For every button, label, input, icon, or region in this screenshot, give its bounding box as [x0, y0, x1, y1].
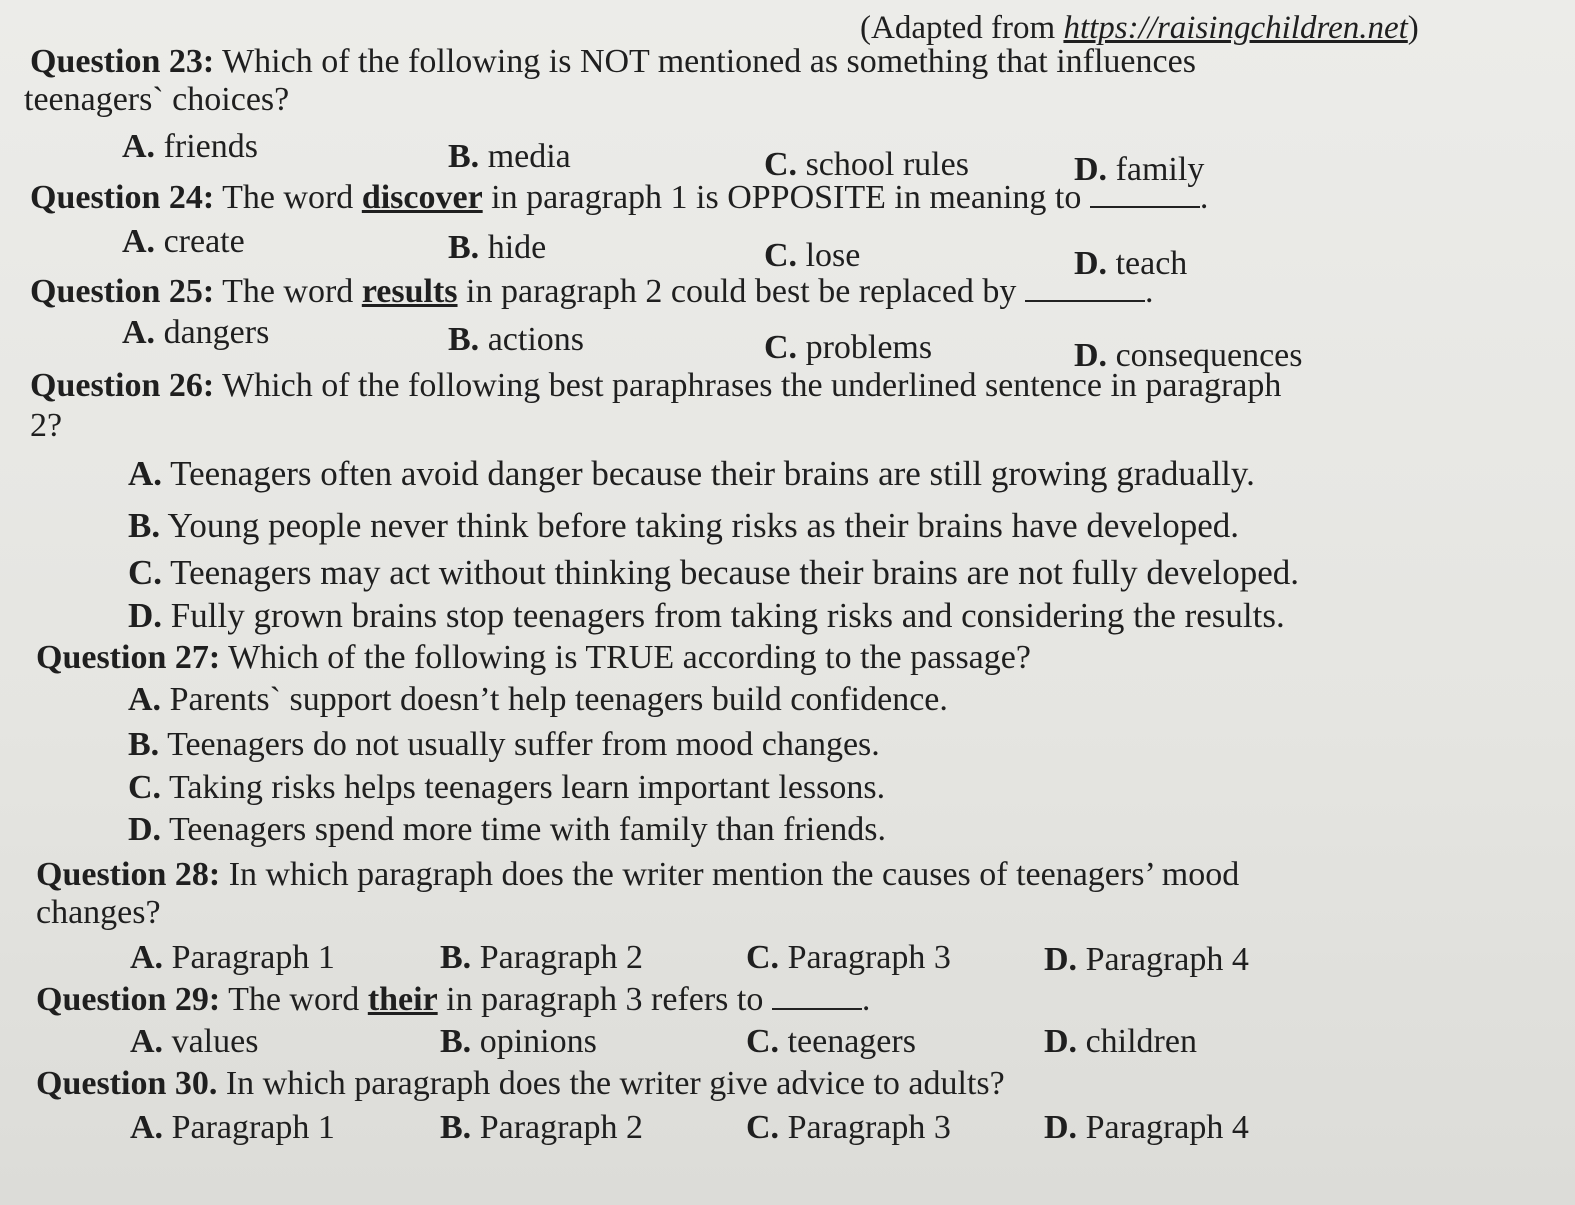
source-suffix: ) — [1407, 10, 1419, 46]
q29-option-a[interactable]: A. values — [130, 1023, 259, 1060]
q29-option-b[interactable]: B. opinions — [440, 1023, 597, 1060]
question-text: Which of the following is NOT mentioned as something that influences — [214, 43, 1196, 80]
q24-option-c[interactable]: C. lose — [764, 237, 861, 274]
q30-option-d[interactable]: D. Paragraph 4 — [1044, 1109, 1249, 1146]
question-28-stem-line2: changes? — [36, 894, 161, 931]
question-23-stem — [30, 42, 1196, 82]
question-text: In which paragraph does the writer give advice to adults? — [217, 1065, 1005, 1102]
answer-blank — [1025, 300, 1145, 302]
q28-option-d[interactable]: D. Paragraph 4 — [1044, 941, 1249, 978]
q28-option-a[interactable]: A. Paragraph 1 — [130, 939, 335, 976]
q29-option-c[interactable]: C. teenagers — [746, 1023, 916, 1060]
answer-blank — [1090, 206, 1200, 208]
question-number: Question 29: — [36, 981, 221, 1018]
q23-option-d[interactable]: D. family — [1074, 151, 1205, 188]
question-number: Question 27: — [36, 639, 221, 676]
question-number: Question 24: — [30, 179, 215, 216]
q27-option-a[interactable]: A. Parents` support doesn’t help teenagers build confidence. — [128, 681, 948, 718]
question-text: Which of the following is TRUE according to the passage? — [220, 639, 1031, 676]
q28-option-c[interactable]: C. Paragraph 3 — [746, 939, 951, 976]
question-number: Question 26: — [30, 367, 215, 404]
q24-option-a[interactable]: A. create — [122, 223, 245, 260]
q23-option-b[interactable]: B. media — [448, 138, 571, 175]
q27-option-d[interactable]: D. Teenagers spend more time with family than friends. — [128, 811, 887, 848]
q25-option-c[interactable]: C. problems — [764, 329, 933, 366]
source-prefix: (Adapted from — [860, 10, 1064, 46]
source-url: https://raisingchildren.net — [1063, 10, 1408, 46]
underlined-word: results — [361, 273, 458, 310]
q30-option-b[interactable]: B. Paragraph 2 — [440, 1109, 644, 1146]
q23-option-a[interactable]: A. friends — [122, 128, 258, 165]
question-29-stem: Question 29: The word their in paragraph 3 refers to . — [36, 981, 871, 1018]
question-text-cont: teenagers` choices? — [24, 81, 290, 118]
q26-option-a[interactable]: A. Teenagers often avoid danger because their brains are still growing gradually. — [128, 454, 1255, 493]
q26-option-d[interactable]: D. Fully grown brains stop teenagers from taking risks and considering the results. — [128, 596, 1285, 635]
q25-option-d[interactable]: D. consequences — [1074, 337, 1303, 374]
q27-option-c[interactable]: C. Taking risks helps teenagers learn important lessons. — [128, 769, 886, 806]
q24-option-d[interactable]: D. teach — [1074, 245, 1188, 282]
q30-option-c[interactable]: C. Paragraph 3 — [746, 1109, 951, 1146]
question-number: Question 23: — [30, 43, 215, 80]
question-23-stem-line2 — [24, 80, 289, 120]
question-26-stem-line2: 2? — [30, 407, 63, 444]
question-28-stem — [36, 855, 1239, 895]
q26-option-c[interactable]: C. Teenagers may act without thinking because their brains are not fully developed. — [128, 553, 1299, 592]
question-text: Which of the following best paraphrases the underlined sentence in paragraph — [214, 367, 1282, 404]
question-number: Question 30. — [36, 1065, 218, 1102]
q28-option-b[interactable]: B. Paragraph 2 — [440, 939, 644, 976]
q25-option-b[interactable]: B. actions — [448, 321, 584, 358]
answer-blank — [772, 1008, 862, 1010]
q30-option-a[interactable]: A. Paragraph 1 — [130, 1109, 335, 1146]
q27-option-b[interactable]: B. Teenagers do not usually suffer from mood changes. — [128, 726, 880, 763]
underlined-word: their — [367, 981, 438, 1018]
q23-option-c[interactable]: C. school rules — [764, 146, 969, 183]
underlined-word: discover — [361, 179, 483, 216]
question-text: In which paragraph does the writer mention the causes of teenagers’ mood — [220, 856, 1240, 893]
q29-option-d[interactable]: D. children — [1044, 1023, 1197, 1060]
q25-option-a[interactable]: A. dangers — [122, 314, 270, 351]
question-30-stem — [36, 1064, 1005, 1104]
question-24-stem: Question 24: The word discover in paragraph 1 is OPPOSITE in meaning to . — [30, 179, 1209, 216]
q26-option-b[interactable]: B. Young people never think before taking risks as their brains have developed. — [128, 506, 1240, 545]
question-26-stem — [30, 366, 1281, 406]
question-number: Question 25: — [30, 273, 215, 310]
question-number: Question 28: — [36, 856, 221, 893]
q24-option-b[interactable]: B. hide — [448, 229, 547, 266]
question-27-stem — [36, 638, 1031, 678]
question-25-stem: Question 25: The word results in paragraph 2 could best be replaced by . — [30, 273, 1154, 310]
